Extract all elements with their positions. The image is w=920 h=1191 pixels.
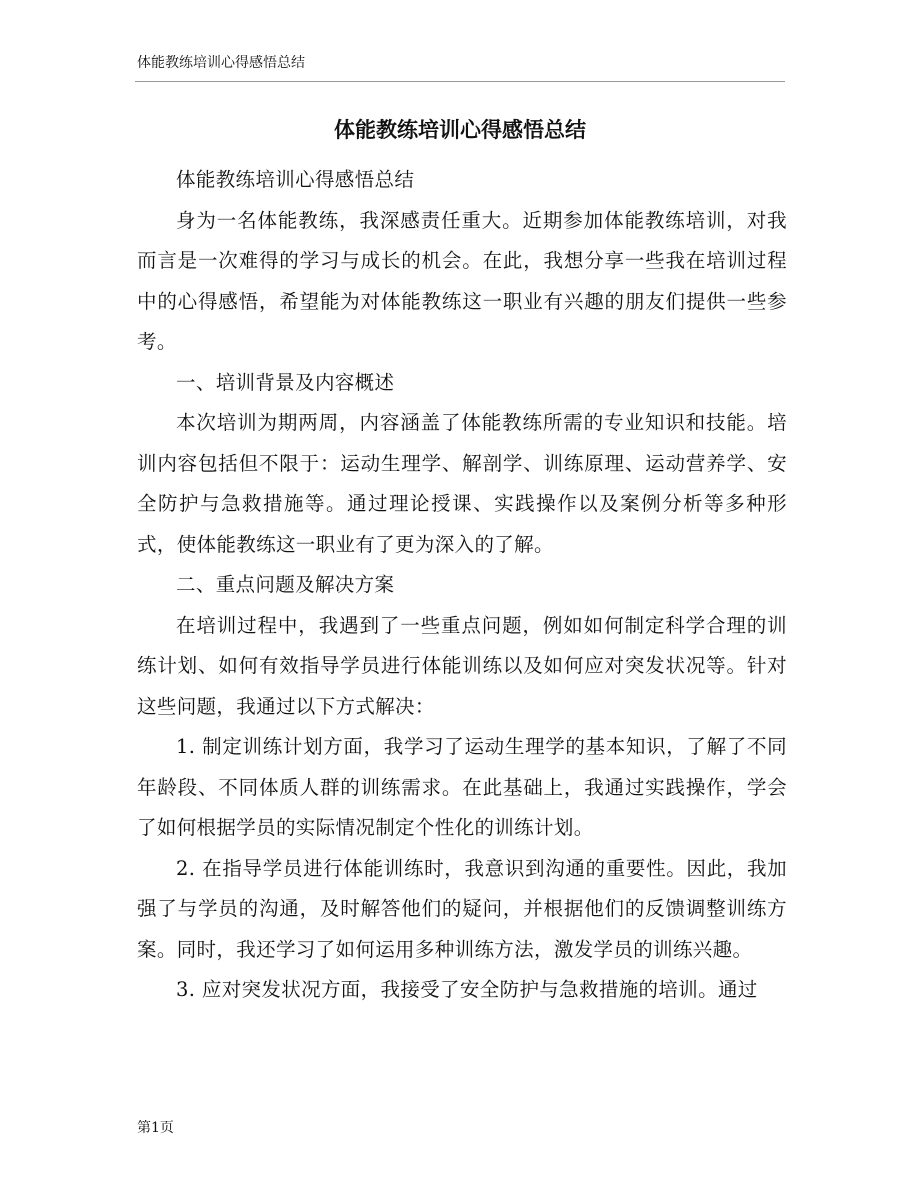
document-body [137,160,787,1011]
document-title: 体能教练培训心得感悟总结 [334,118,586,142]
section-heading-2: 二、重点问题及解决方案 [176,573,395,596]
page-number: 第1页 [137,1120,174,1136]
header-divider [135,81,785,82]
running-header: 体能教练培训心得感悟总结 [137,55,305,71]
list-item-2: 2. 在指导学员进行体能训练时，我意识到沟通的重要性。因此，我加强了与学员的沟通，及时解答他们的疑问，并根据他们的反馈调整训练方案。同时，我还学习了如何运用多种训练方法，激发学员的训练兴趣。 [137,856,787,961]
section-1-paragraph: 本次培训为期两周，内容涵盖了体能教练所需的专业知识和技能。培训内容包括但不限于：运动生理学、解剖学、训练原理、运动营养学、安全防护与急救措施等。通过理论授课、实践操作以及案例分析等多种形式，使体能教练这一职业有了更为深入的了解。 [137,411,787,556]
intro-paragraph: 身为一名体能教练，我深感责任重大。近期参加体能教练培训，对我而言是一次难得的学习与成长的机会。在此，我想分享一些我在培训过程中的心得感悟，希望能为对体能教练这一职业有兴趣的朋友们提供一些参考。 [137,208,787,353]
section-heading-1: 一、培训背景及内容概述 [176,370,395,394]
section-2-paragraph: 在培训过程中，我遇到了一些重点问题，例如如何制定科学合理的训练计划、如何有效指导学员进行体能训练以及如何应对突发状况等。针对这些问题，我通过以下方式解决： [137,613,787,718]
list-item-3: 3. 应对突发状况方面，我接受了安全防护与急救措施的培训。通过 [176,978,758,1001]
subtitle-paragraph: 体能教练培训心得感悟总结 [176,168,415,191]
list-item-1: 1. 制定训练计划方面，我学习了运动生理学的基本知识，了解了不同年龄段、不同体质人群的训练需求。在此基础上，我通过实践操作，学会了如何根据学员的实际情况制定个性化的训练计划。 [137,735,787,839]
